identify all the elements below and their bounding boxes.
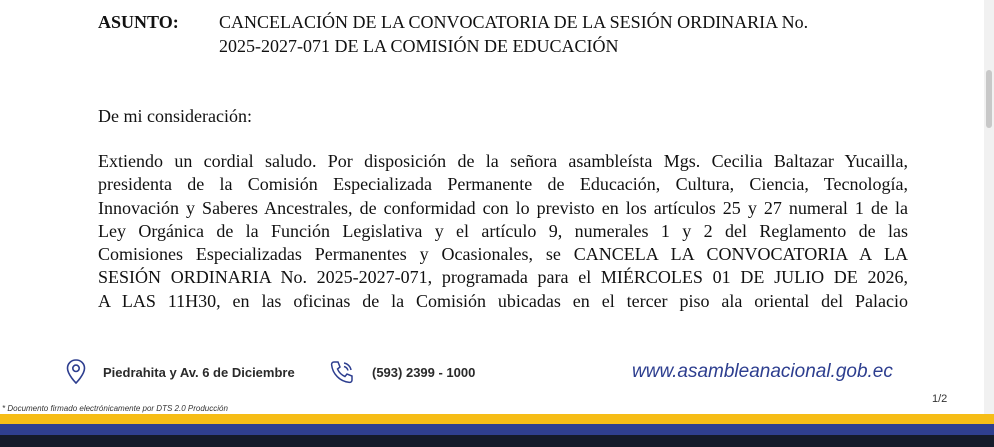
body-line: A LAS 11H30, en las oficinas de la Comisión ubicadas en el tercer piso ala oriental del Palacio xyxy=(98,290,908,311)
body-line: Ley Orgánica de la Función Legislativa y el artículo 9, numerales 1 y 2 del Reglamento de las xyxy=(98,220,908,241)
footer-address: Piedrahita y Av. 6 de Diciembre xyxy=(103,364,295,380)
subject-line-2: 2025-2027-071 DE LA COMISIÓN DE EDUCACIÓN xyxy=(219,36,619,56)
body-line: Extiendo un cordial saludo. Por disposición de la señora asambleísta Mgs. Cecilia Baltazar Yucailla, xyxy=(98,151,908,171)
body-line: SESIÓN ORDINARIA No. 2025-2027-071, programada para el MIÉRCOLES 01 DE JULIO DE 2026, xyxy=(98,267,908,288)
footer-phone: (593) 2399 - 1000 xyxy=(372,364,476,380)
subject-text xyxy=(219,10,879,58)
scrollbar[interactable] xyxy=(984,0,994,414)
subject-line-1: CANCELACIÓN DE LA CONVOCATORIA DE LA SESIÓN ORDINARIA No. xyxy=(219,12,809,32)
subject-label: ASUNTO: xyxy=(98,12,179,32)
body-line: Comisiones Especializadas Permanentes y Ocasionales, se CANCELA LA CONVOCATORIA A LA xyxy=(98,244,908,265)
body-line: presidenta de la Comisión Especializada Permanente de Educación, Cultura, Ciencia, Tecnología, xyxy=(98,174,908,195)
footer-band-blue xyxy=(0,424,994,435)
footer-band-dark xyxy=(0,435,994,447)
footer xyxy=(0,357,994,387)
page-number: 1/2 xyxy=(932,393,948,405)
signature-note: * Documento firmado electrónicamente por DTS 2.0 Producción xyxy=(2,404,228,413)
body-line: Innovación y Saberes Ancestrales, de conformidad con lo previsto en los artículos 25 y 27 numeral 1 de la xyxy=(98,197,908,218)
footer-website-link[interactable]: www.asambleanacional.gob.ec xyxy=(632,361,893,382)
footer-band-yellow xyxy=(0,414,994,424)
greeting: De mi consideración: xyxy=(98,106,252,126)
body-paragraph xyxy=(98,150,908,313)
location-pin-icon xyxy=(66,357,86,387)
scrollbar-thumb[interactable] xyxy=(986,70,992,128)
phone-icon xyxy=(328,357,356,387)
